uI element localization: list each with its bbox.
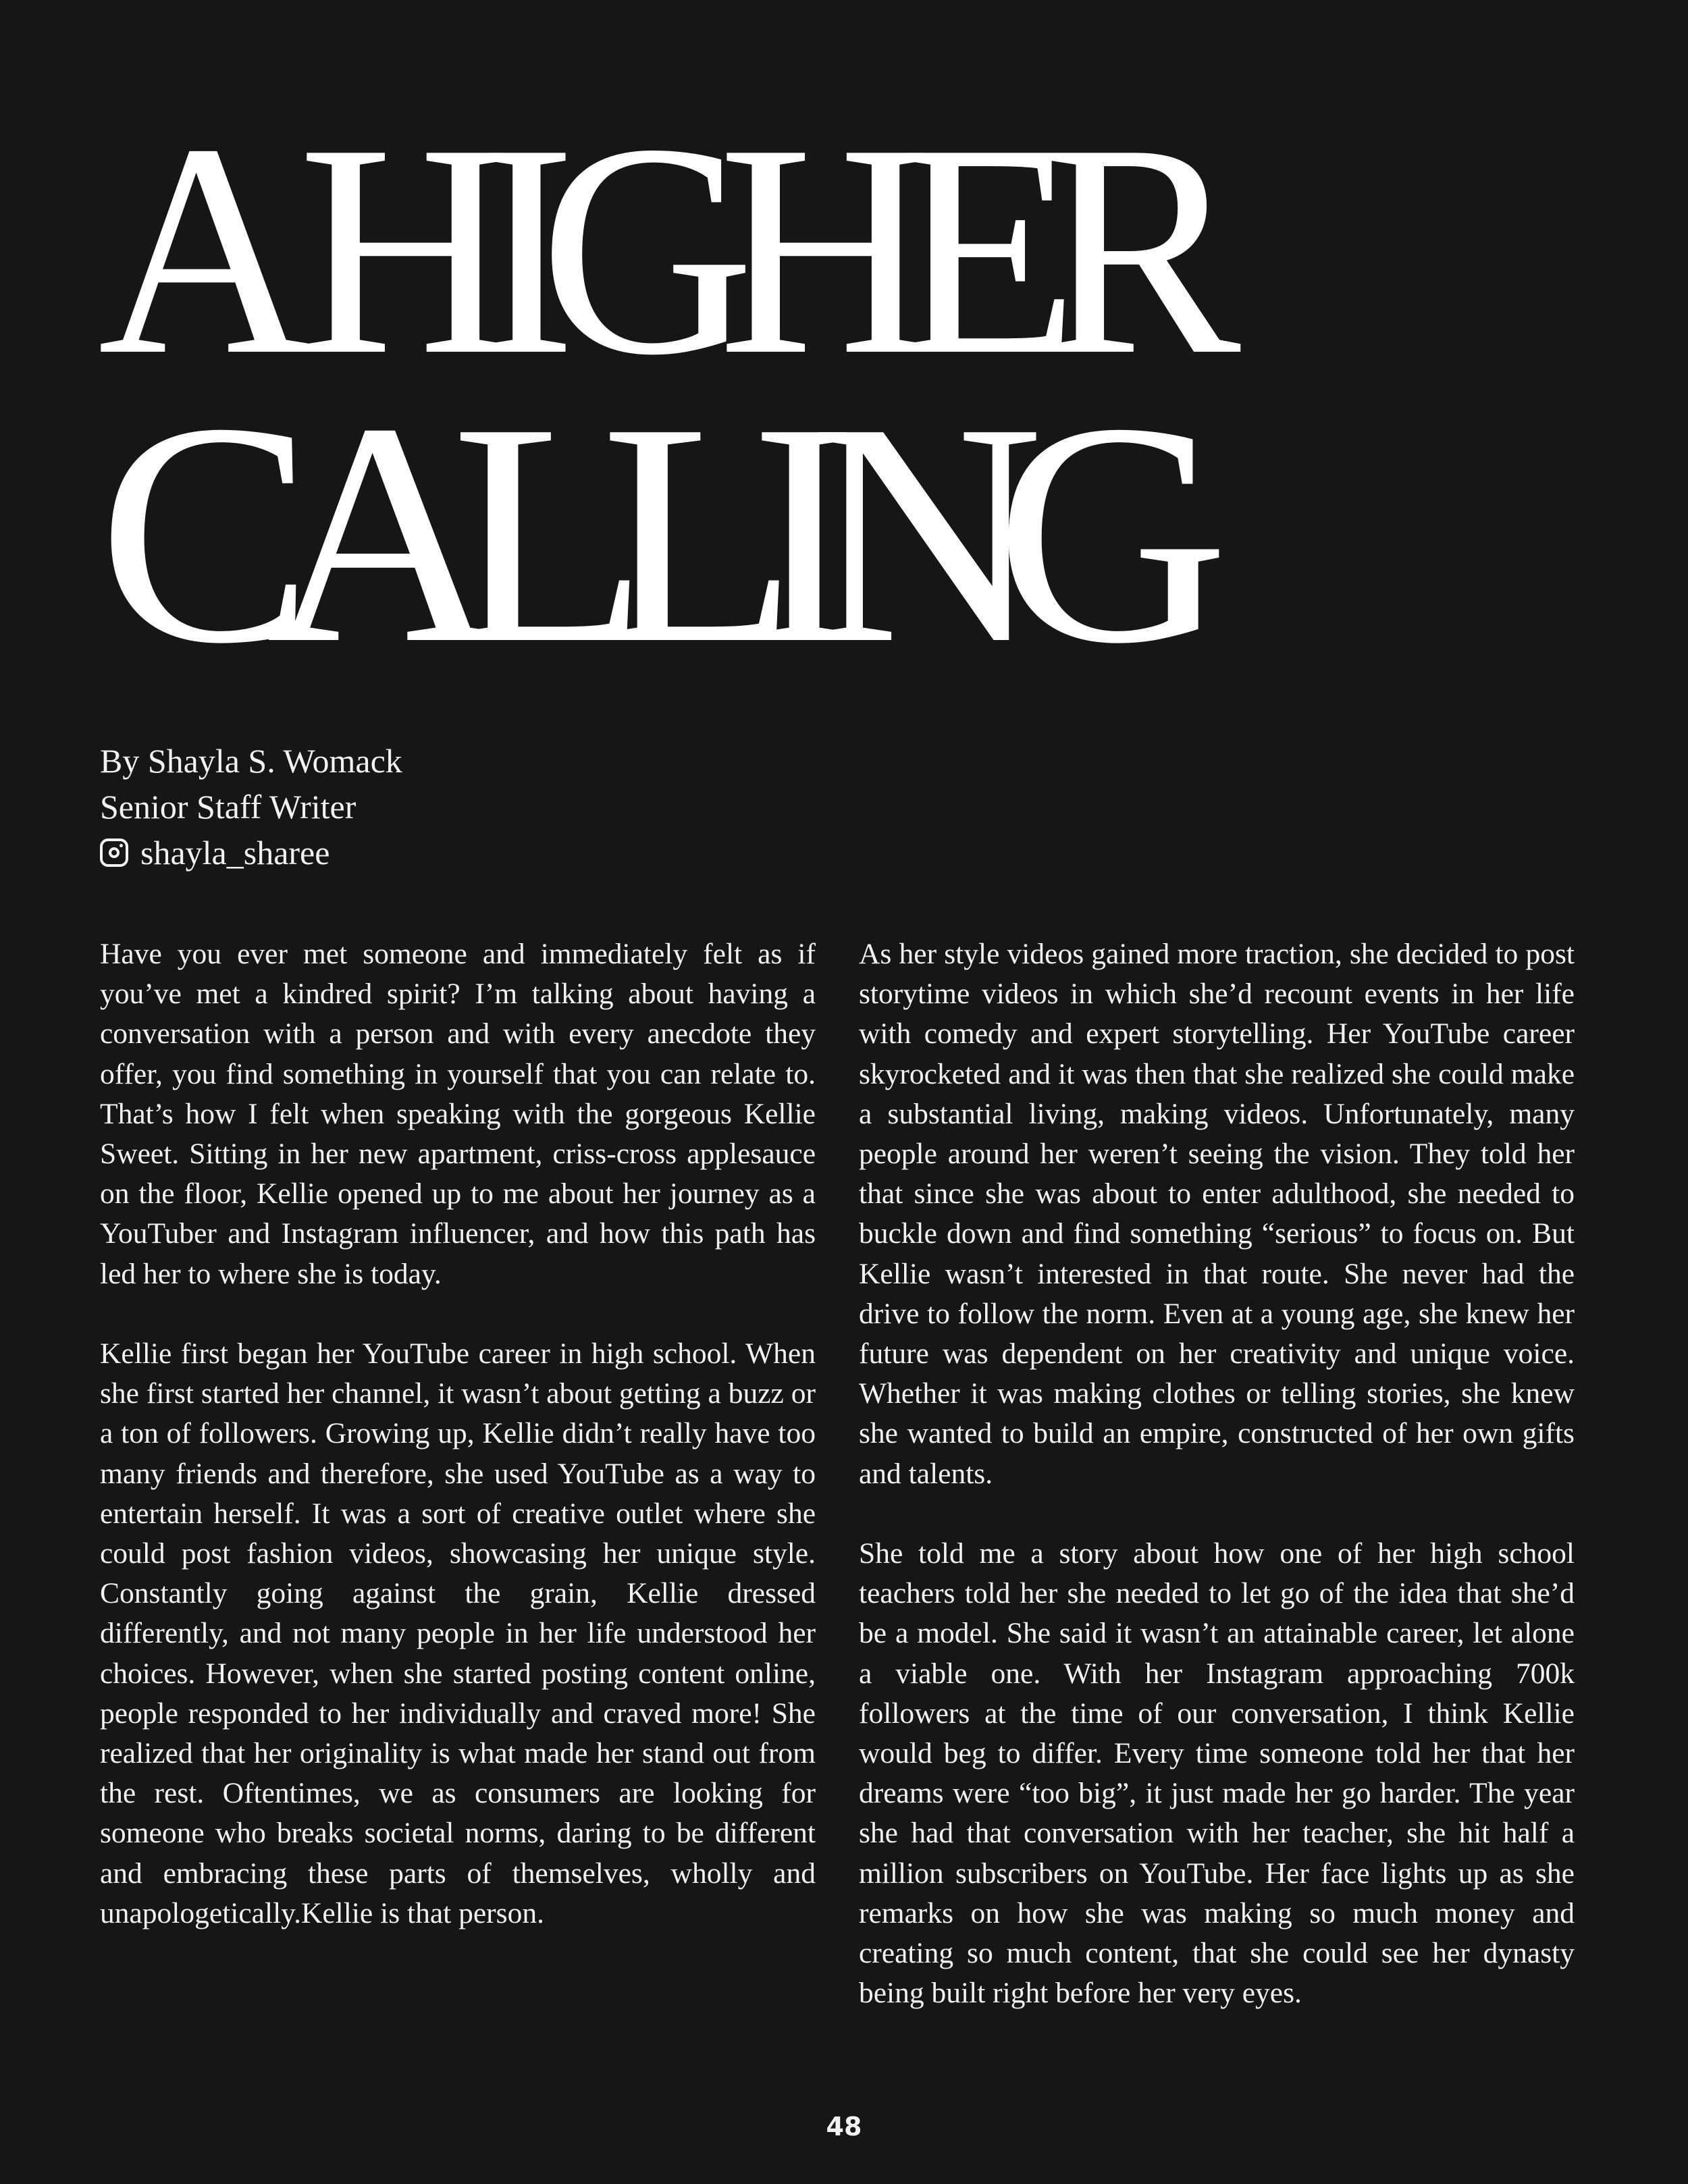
- article-column-right: [859, 934, 1575, 2054]
- article-paragraph: Kellie first began her YouTube career in high school. When she first started her channel, it wasn’t about getting a buzz or a ton of followers. Growing up, Kellie didn’t really have too many friends and therefore, she used YouTube as a way to entertain herself. It was a sort of creative outlet where she could post fashion videos, showcasing her unique style. Constantly going against the grain, Kellie dressed differently, and not many people in her life understood her choices. However, when she started posting content online, people responded to her individually and craved more! She realized that her originality is what made her stand out from the rest. Oftentimes, we as consumers are looking for someone who breaks societal norms, daring to be different and embracing these parts of themselves, wholly and unapologetically.Kellie is that person.: [100, 1337, 816, 1929]
- author-role: Senior Staff Writer: [100, 788, 357, 826]
- byline: [100, 738, 402, 876]
- instagram-icon: [100, 838, 128, 867]
- article-paragraph: She told me a story about how one of her high school teachers told her she needed to let go of the idea that she’d be a model. She said it wasn’t an attainable career, let alone a viable one. With her Instagram approaching 700k followers at the time of our conversation, I think Kellie would beg to differ. Every time someone told her that her dreams were “too big”, it just made her go harder. The year she had that conversation with her teacher, she hit half a million subscribers on YouTube. Her face lights up as she remarks on how she was making so much money and creating so much content, that she could see her dynasty being built right before her very eyes.: [859, 1537, 1575, 2010]
- page-number: 48: [826, 2112, 862, 2141]
- headline-line-1: A HIGHER: [98, 82, 1205, 418]
- article-paragraph: Have you ever met someone and immediately felt as if you’ve met a kindred spirit? I’m talking about having a conversation with a person and with every anecdote they offer, you find something in yourself that you can relate to. That’s how I felt when speaking with the gorgeous Kellie Sweet. Sitting in her new apartment, criss-cross applesauce on the floor, Kellie opened up to me about her journey as a YouTuber and Instagram influencer, and how this path has led her to where she is today.: [100, 938, 816, 1290]
- article-column-left: [100, 934, 816, 1973]
- article-paragraph: As her style videos gained more traction, she decided to post storytime videos in which she’d recount events in her life with comedy and expert storytelling. Her YouTube career skyrocketed and it was then that she realized she could make a substantial living, making videos. Unfortunately, many people around her weren’t seeing the vision. They told her that since she was about to enter adulthood, she needed to buckle down and find something “serious” to focus on. But Kellie wasn’t interested in that route. She never had the drive to follow the norm. Even at a young age, she knew her future was dependent on her creativity and unique voice. Whether it was making clothes or telling stories, she knew she wanted to build an empire, constructed of her own gifts and talents.: [859, 938, 1575, 1490]
- author-name: By Shayla S. Womack: [100, 742, 402, 780]
- social-handle-row[interactable]: [100, 830, 402, 876]
- social-handle[interactable]: shayla_sharee: [140, 834, 330, 872]
- headline-line-2: CALLING: [98, 357, 1181, 709]
